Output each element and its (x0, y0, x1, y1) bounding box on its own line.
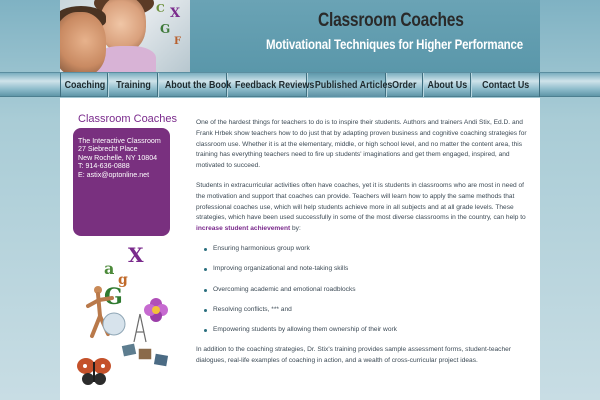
list-item: Resolving conflicts, *** and (204, 305, 528, 316)
nav-contact-us[interactable]: Contact Us (471, 73, 540, 97)
nav-training[interactable]: Training (108, 73, 158, 97)
address-street: 27 Siebrecht Place (78, 145, 138, 154)
sidebar-title: Classroom Coaches (78, 113, 178, 125)
collage-letter-a: a (104, 259, 115, 278)
butterfly-icon (77, 358, 111, 385)
list-item: Ensuring harmonious group work (204, 244, 528, 255)
strategy-list (204, 244, 528, 336)
photo-thumbnail (121, 343, 137, 358)
globe-icon (103, 313, 125, 335)
list-item: Empowering students by allowing them ownership of their work (204, 325, 528, 336)
collage-letter-x: X (128, 244, 144, 267)
intro-paragraph: One of the hardest things for teachers to do is to inspire their students. Authors and trainers Andi Stix, Ed.D. and Frank Hrbek show teachers how to do just that by adapting proven business and cognitive coaching strategies for classroom use. Whether it is at the elementary, middle, or high school level, and no matter the content area, this training has everything teachers need to fire up students' imaginations and get them engaged, inspired, and motivated to succeed. (196, 119, 527, 170)
nav-order[interactable]: Order (386, 73, 423, 97)
nav-published-articles[interactable]: Published Articles (307, 73, 386, 97)
eiffel-tower-icon (134, 314, 146, 342)
decorative-collage (74, 244, 184, 394)
nav-about-us[interactable]: About Us (423, 73, 471, 97)
nav-about-the-book[interactable]: About the Book (158, 73, 227, 97)
increase-achievement-link[interactable]: increase student achievement (196, 225, 291, 233)
address-city: New Rochelle, NY 10804 (78, 153, 158, 162)
list-item: Overcoming academic and emotional roadblocks (204, 285, 528, 296)
list-item: Improving organizational and note-taking skills (204, 264, 528, 275)
collage-letter-g: g (118, 272, 128, 288)
content-area (60, 98, 540, 400)
site-subtitle: Motivational Techniques for Higher Performance (266, 36, 523, 52)
address-email[interactable]: E: astix@optonline.net (78, 170, 150, 179)
address-org: The Interactive Classroom (78, 137, 161, 145)
site-title: Classroom Coaches (318, 10, 464, 31)
extracurricular-paragraph: Students in extracurricular activities often have coaches, yet it is students in classrooms who are most in need of the motivation and support that coaches can provide. Teachers will learn how to apply the same methods that professional coaches use, which will help students achieve more in all subjects and at all grade levels. These strategies, which have been used successfully in some of the most diverse classrooms in the country, can help to increase student achievement by: (196, 181, 526, 233)
photo-thumbnail (153, 353, 169, 367)
flower-icon (144, 298, 168, 322)
header-photo (60, 0, 190, 72)
photo-thumbnail (138, 348, 152, 360)
main-nav (0, 72, 600, 97)
nav-feedback-reviews[interactable]: Feedback Reviews (227, 73, 307, 97)
address-phone: T: 914-636-0888 (78, 162, 130, 171)
letter-collage-icon: C X G F (156, 2, 182, 47)
closing-paragraph: In addition to the coaching strategies, Dr. Stix's training provides sample assessment forms, student-teacher dialogues, real-life examples of coaching in action, and a wealth of cross-curricular project ideas. (196, 346, 511, 365)
main-article (196, 118, 528, 376)
header-banner (60, 0, 540, 72)
address-card (73, 128, 170, 236)
nav-coaching[interactable]: Coaching (60, 73, 108, 97)
collage-letter-big-g: G (104, 284, 123, 310)
